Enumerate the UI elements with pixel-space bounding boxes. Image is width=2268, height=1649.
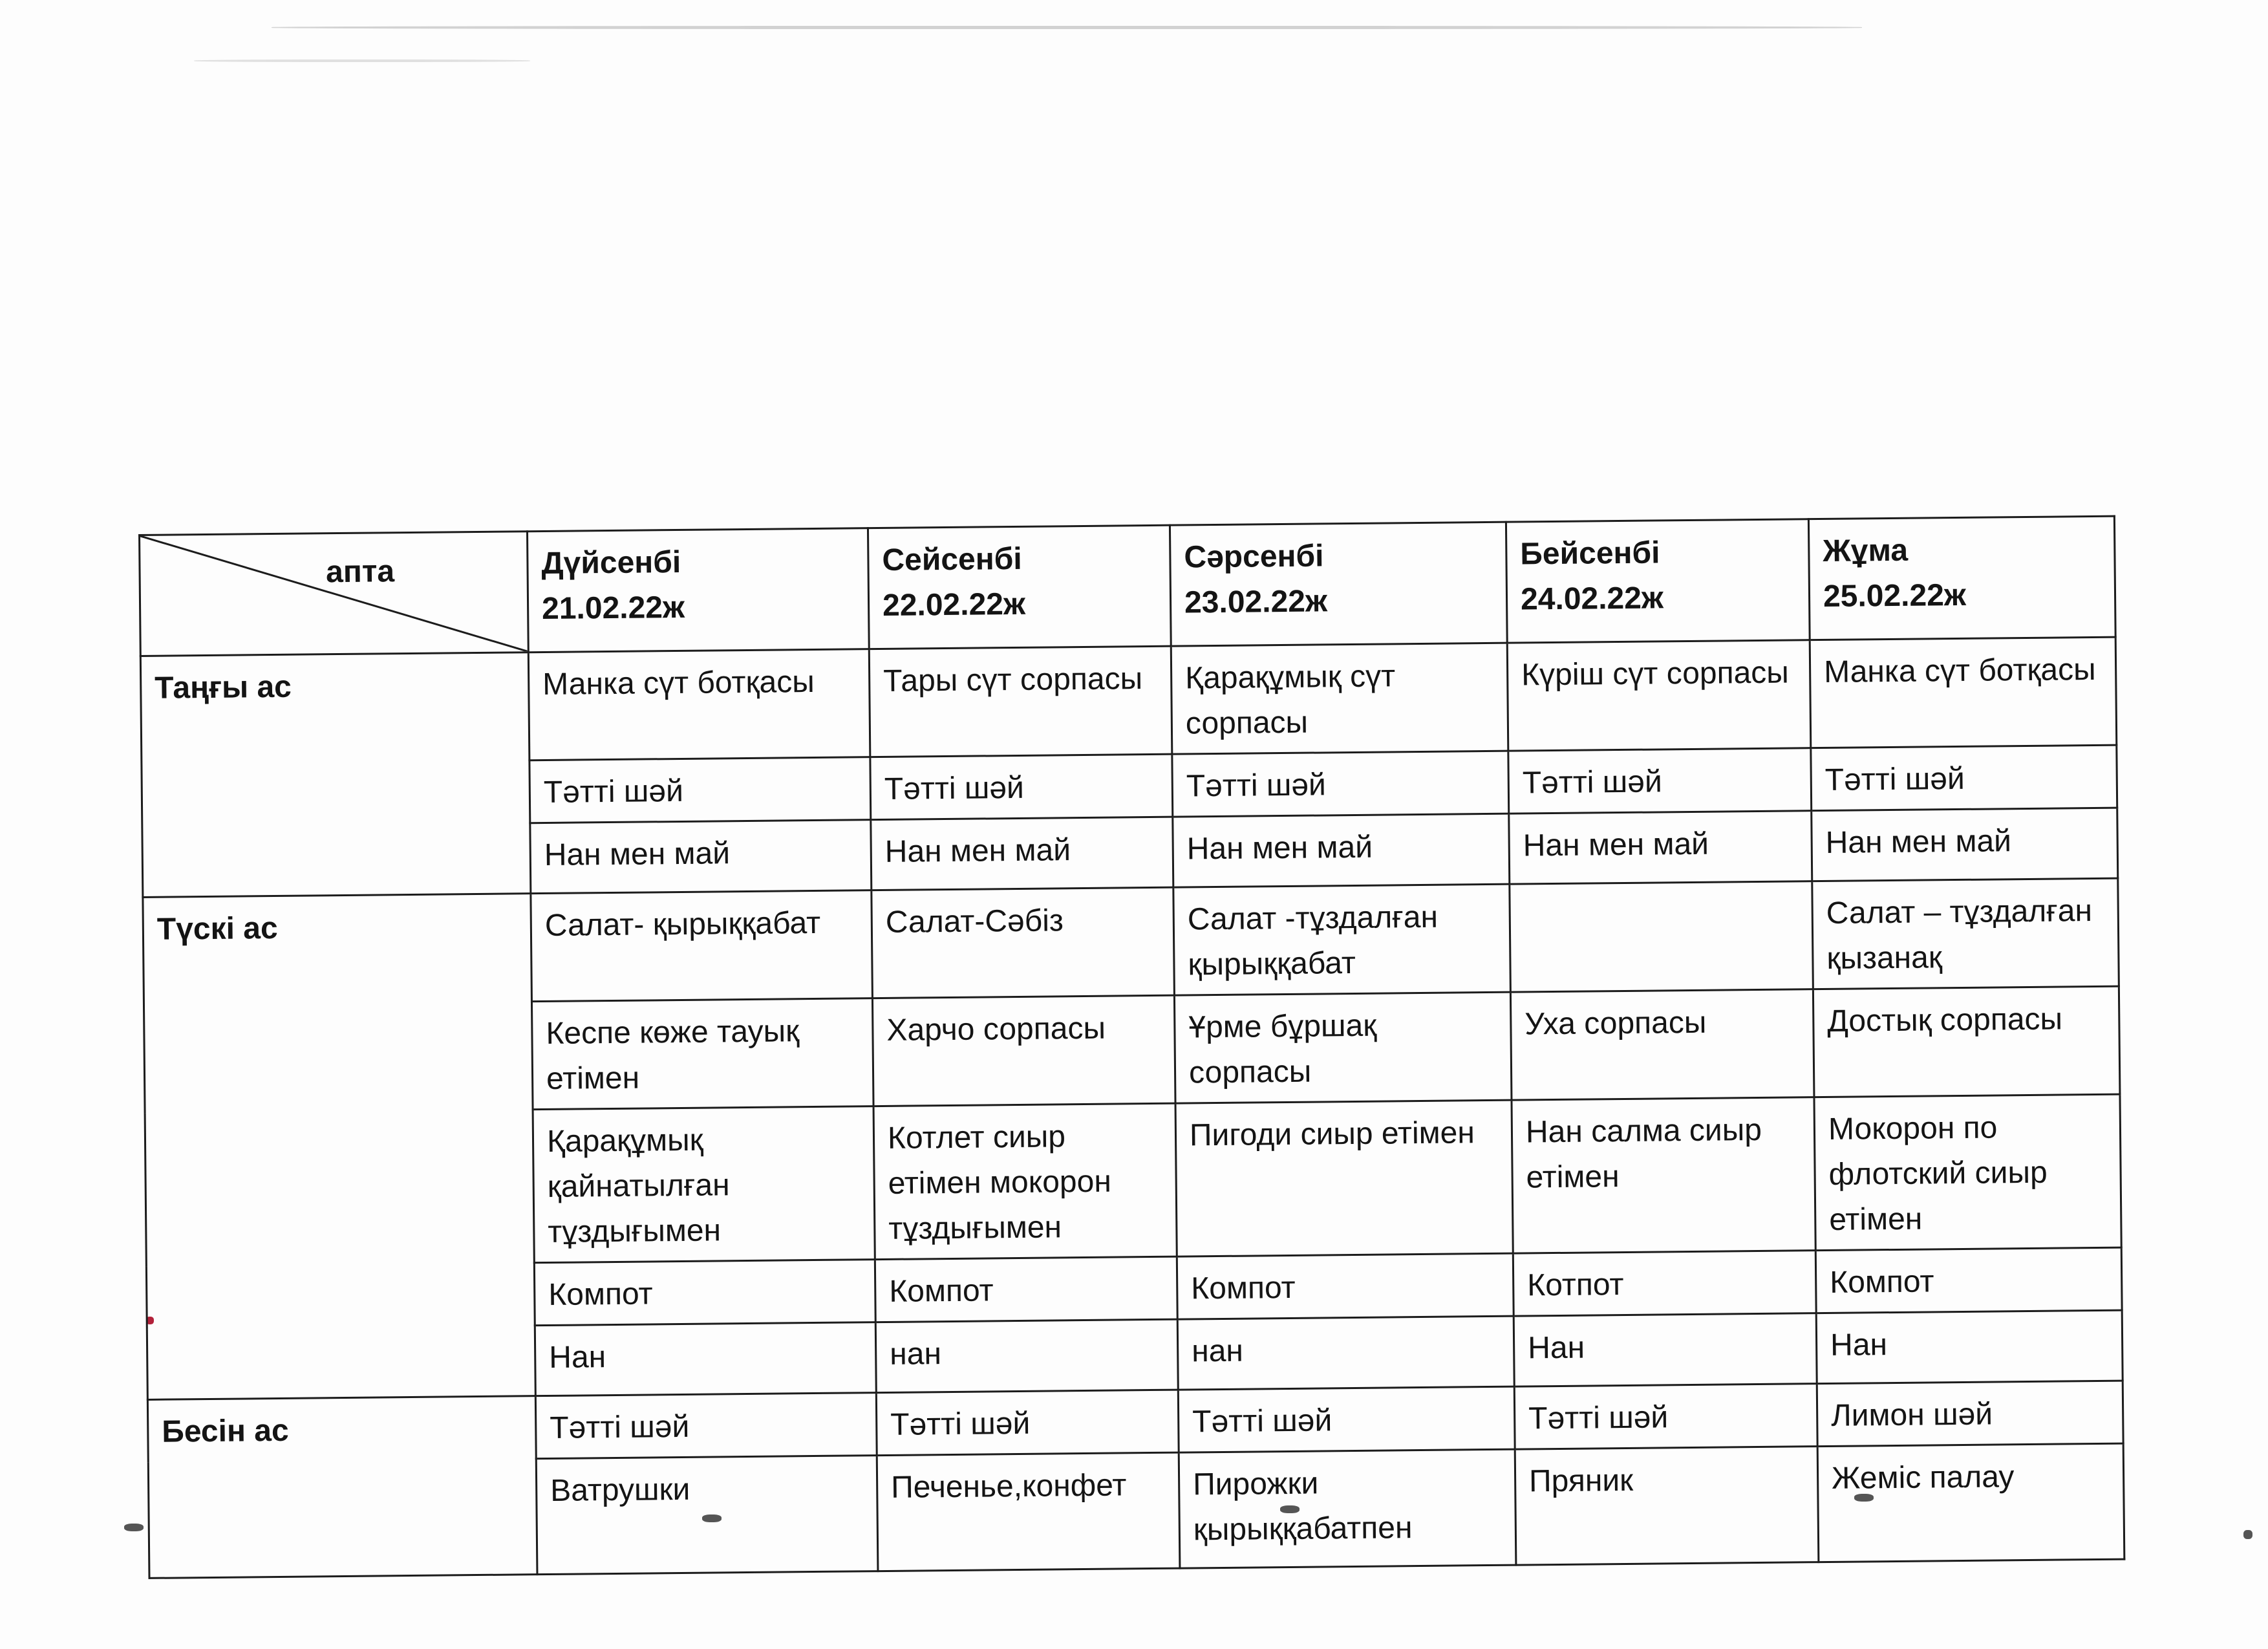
menu-cell: Нан мен май	[530, 820, 872, 894]
day-name: Сейсенбі	[882, 541, 1022, 577]
menu-cell: Компот	[1815, 1247, 2122, 1313]
menu-cell: Күріш сүт сорпасы	[1507, 640, 1811, 751]
menu-cell: Пирожки қырыққабатпен	[1179, 1449, 1516, 1568]
menu-cell: Компот	[1177, 1253, 1514, 1319]
menu-cell: нан	[875, 1319, 1178, 1392]
menu-cell: Нан	[1514, 1313, 1817, 1386]
menu-cell: Ватрушки	[536, 1456, 878, 1575]
menu-cell: Ұрме бұршақ сорпасы	[1174, 992, 1512, 1103]
table-row	[140, 637, 2116, 764]
meal-label: Таңғы ас	[140, 652, 531, 898]
menu-cell: Манка сүт ботқасы	[1810, 637, 2117, 748]
menu-cell: Салат -тұздалған қырыққабат	[1173, 884, 1511, 995]
menu-cell: Салат- қырыққабат	[531, 890, 873, 1002]
menu-cell: Тәтті шәй	[530, 757, 871, 823]
menu-cell: Нан мен май	[1509, 811, 1812, 884]
day-date: 22.02.22ж	[882, 587, 1026, 623]
menu-cell: Нан мен май	[1173, 814, 1510, 887]
menu-cell: Қарақұмық сүт сорпасы	[1171, 643, 1508, 754]
menu-cell: Мокорон по флотский сиыр етімен	[1814, 1094, 2121, 1251]
day-name: Сәрсенбі	[1184, 539, 1324, 575]
day-date: 23.02.22ж	[1184, 584, 1328, 620]
day-date: 25.02.22ж	[1823, 577, 1967, 614]
day-date: 21.02.22ж	[541, 590, 685, 627]
menu-cell: Нан мен май	[1812, 808, 2118, 881]
menu-cell: Пряник	[1515, 1447, 1819, 1565]
menu-cell: Пигоди сиыр етімен	[1175, 1100, 1513, 1256]
menu-cell: Компот	[875, 1256, 1177, 1322]
meal-label: Түскі ас	[143, 894, 535, 1400]
day-header	[527, 528, 869, 652]
scan-mark	[124, 1524, 144, 1531]
menu-cell: Лимон шәй	[1817, 1381, 2123, 1447]
menu-cell: Котпот	[1513, 1251, 1816, 1316]
day-name: Дүйсенбі	[541, 544, 681, 581]
menu-cell: Тәтті шәй	[1514, 1384, 1817, 1449]
menu-cell: Компот	[534, 1260, 875, 1326]
menu-cell: Котлет сиыр етімен мокорон тұздығымен	[873, 1103, 1177, 1259]
menu-cell: нан	[1177, 1316, 1514, 1390]
menu-cell: Салат – тұздалған қызанақ	[1812, 878, 2119, 989]
menu-cell: Тәтті шәй	[1178, 1386, 1515, 1452]
scan-streak	[194, 59, 530, 62]
day-header	[1808, 516, 2115, 640]
day-header	[1506, 519, 1810, 643]
week-label: апта	[325, 554, 395, 590]
menu-cell: Манка сүт ботқасы	[528, 649, 870, 760]
table-header-row	[140, 516, 2116, 656]
meal-label: Бесін ас	[147, 1396, 537, 1579]
menu-cell: Печенье,конфет	[877, 1452, 1180, 1571]
menu-cell: Тәтті шәй	[1811, 745, 2117, 811]
week-corner-cell	[140, 532, 529, 656]
menu-cell: Уха сорпасы	[1510, 989, 1814, 1100]
weekly-menu-table	[138, 515, 2125, 1579]
menu-cell: Жеміс палау	[1817, 1443, 2124, 1562]
day-header	[1170, 522, 1507, 646]
scan-streak	[272, 26, 1862, 29]
menu-cell: Кеспе көже тауық етімен	[531, 998, 873, 1110]
menu-cell: Тәтті шәй	[870, 754, 1173, 819]
menu-cell: Салат-Сәбіз	[872, 887, 1175, 998]
menu-cell: Достық сорпасы	[1813, 986, 2120, 1097]
menu-cell: Тәтті шәй	[876, 1390, 1179, 1455]
day-date: 24.02.22ж	[1520, 581, 1664, 617]
day-name: Жұма	[1823, 533, 1909, 568]
menu-cell: Нан салма сиыр етімен	[1512, 1097, 1815, 1253]
menu-cell: Нан мен май	[871, 817, 1173, 890]
menu-cell: Тары сүт сорпасы	[869, 646, 1172, 757]
day-name: Бейсенбі	[1520, 535, 1660, 572]
menu-cell: Қарақұмық қайнатылған тұздығымен	[533, 1106, 875, 1263]
day-header	[868, 525, 1171, 649]
menu-cell	[1510, 881, 1813, 992]
menu-cell: Тәтті шәй	[1172, 751, 1509, 817]
table-row	[143, 878, 2119, 1005]
menu-cell: Нан	[1816, 1310, 2123, 1384]
menu-cell: Нан	[535, 1322, 876, 1396]
scan-mark	[2243, 1530, 2252, 1539]
menu-cell: Харчо сорпасы	[872, 995, 1175, 1106]
menu-cell: Тәтті шәй	[1508, 748, 1812, 814]
menu-cell: Тәтті шәй	[535, 1393, 877, 1459]
